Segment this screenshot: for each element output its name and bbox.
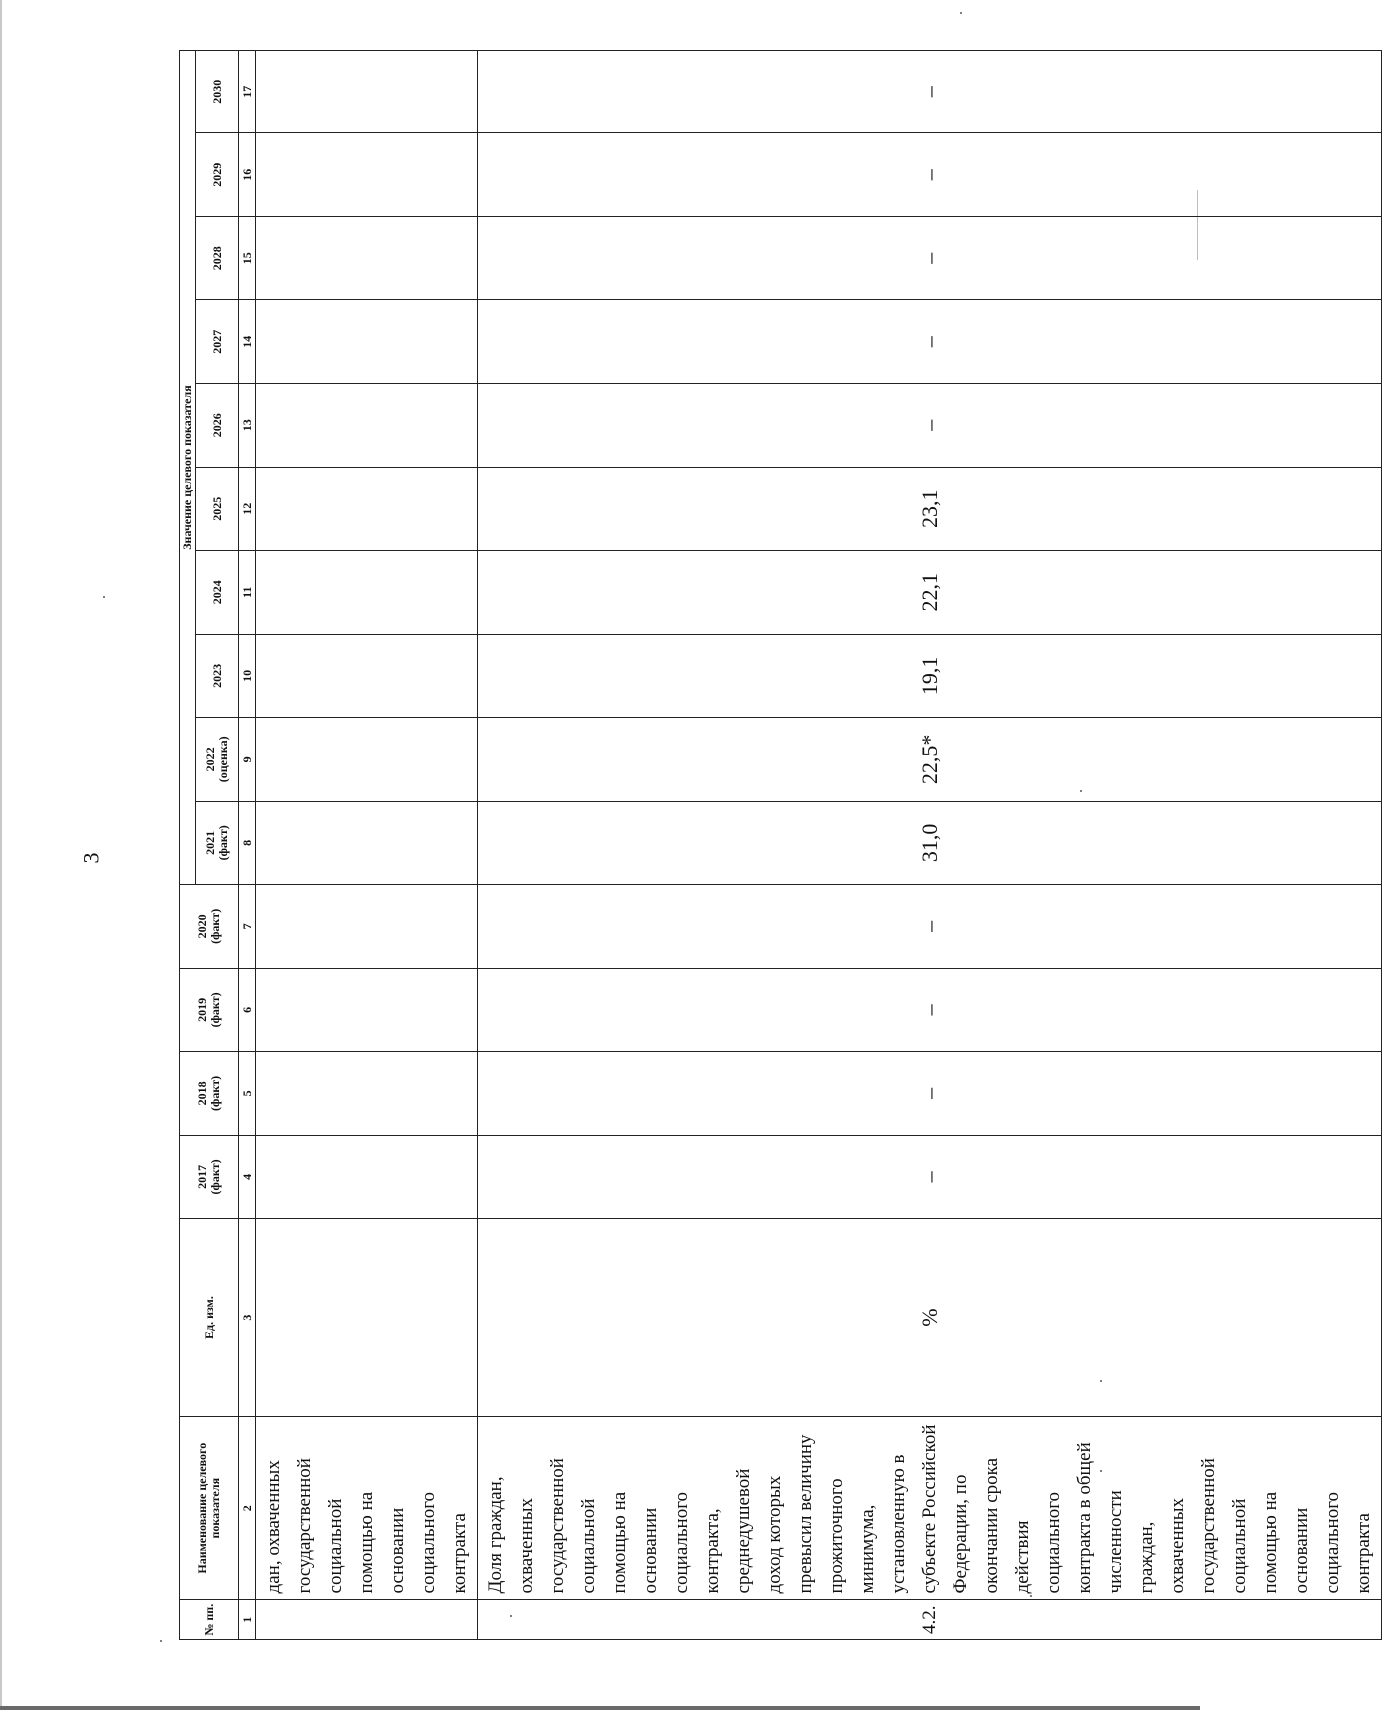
header-year: 2020 [195,914,209,939]
column-number: 6 [239,968,256,1052]
value-cell [256,551,478,635]
value-cell [256,216,478,300]
header-year: 2026 [196,384,239,468]
header-year-note: (факт) [208,1159,222,1195]
header-year: 2027 [196,300,239,384]
unit-cell: % [478,1219,1382,1417]
header-year-note: (факт) [208,1075,222,1111]
header-year: 2018 [195,1081,209,1106]
unit-cell [256,1219,478,1417]
header-year-note: (факт) [216,825,230,861]
header-year-note: (факт) [208,992,222,1028]
value-cell: 19,1 [478,634,1382,718]
value-cell: – [478,968,1382,1052]
rotated-table [179,50,1374,1640]
value-cell [256,634,478,718]
value-cell: – [478,216,1382,300]
header-year: 2021 [203,830,217,855]
row-number [256,1600,478,1640]
value-cell: – [478,51,1382,133]
value-cell [256,384,478,468]
scan-speck [160,1640,162,1642]
column-number-row [239,51,256,1640]
header-year: 2023 [196,634,239,718]
header-year: 2022 [203,747,217,772]
value-cell [256,968,478,1052]
value-cell [256,801,478,885]
scan-speck [103,596,105,598]
scan-speck [960,12,962,14]
column-number: 10 [239,634,256,718]
value-cell [256,1052,478,1136]
value-cell [256,133,478,217]
header-name: Наименование целевого показателя [180,1416,239,1600]
value-cell [256,300,478,384]
value-cell: – [478,300,1382,384]
header-year-note: (факт) [208,908,222,944]
column-number: 15 [239,216,256,300]
column-number: 11 [239,551,256,635]
scan-edge [0,0,2,1710]
header-year-cell [180,968,239,1052]
value-cell: – [478,133,1382,217]
column-number: 8 [239,801,256,885]
value-cell: 22,5* [478,718,1382,802]
indicator-name: дан, охваченных государственной социальной помощью на основании социального контракта [256,1416,478,1600]
table-row [256,51,478,1640]
value-cell [256,51,478,133]
row-number: 4.2. [478,1600,1382,1640]
header-year: 2029 [196,133,239,217]
header-year-cell [180,1135,239,1219]
header-year-cell [180,885,239,969]
header-no: № пп. [180,1600,239,1640]
column-number: 4 [239,1135,256,1219]
header-year: 2025 [196,467,239,551]
column-number: 3 [239,1219,256,1417]
header-year-cell [196,718,239,802]
value-cell: 23,1 [478,467,1382,551]
value-cell: – [478,1135,1382,1219]
header-year: 2030 [196,51,239,133]
value-cell: 22,1 [478,551,1382,635]
header-year-cell [180,1052,239,1136]
header-unit: Ед. изм. [180,1219,239,1417]
value-cell [256,885,478,969]
header-year: 2024 [196,551,239,635]
value-cell [256,718,478,802]
indicator-table [179,50,1382,1640]
table-row [478,51,1382,1640]
value-cell: 31,0 [478,801,1382,885]
value-cell: – [478,384,1382,468]
header-year: 2017 [195,1164,209,1189]
page-number: 3 [78,852,104,864]
value-cell [256,467,478,551]
value-cell: – [478,885,1382,969]
value-cell [256,1135,478,1219]
column-number: 7 [239,885,256,969]
header-year: 2028 [196,216,239,300]
header-year-cell [196,801,239,885]
header-year-note: (оценка) [216,736,230,783]
header-year: 2019 [195,997,209,1022]
column-number: 16 [239,133,256,217]
column-number: 5 [239,1052,256,1136]
indicator-name: Доля граждан, охваченных государственной социальной помощью на основании социального контракта, среднедушевой доход которых превысил величину прожиточного минимума, установленную в субъекте Российской Федерации, по окончании срока действия социального контракта в общей численности граждан, охваченных государственной социальной помощью на основании социального контракта [478,1416,1382,1600]
value-cell: – [478,1052,1382,1136]
column-number: 12 [239,467,256,551]
header-group-title: Значение целевого показателя [180,51,196,885]
column-number: 9 [239,718,256,802]
rotated-table-frame [179,50,1374,1640]
column-number: 1 [239,1600,256,1640]
column-number: 13 [239,384,256,468]
column-number: 14 [239,300,256,384]
column-number: 17 [239,51,256,133]
column-number: 2 [239,1416,256,1600]
scan-bottom-line [0,1706,1200,1710]
